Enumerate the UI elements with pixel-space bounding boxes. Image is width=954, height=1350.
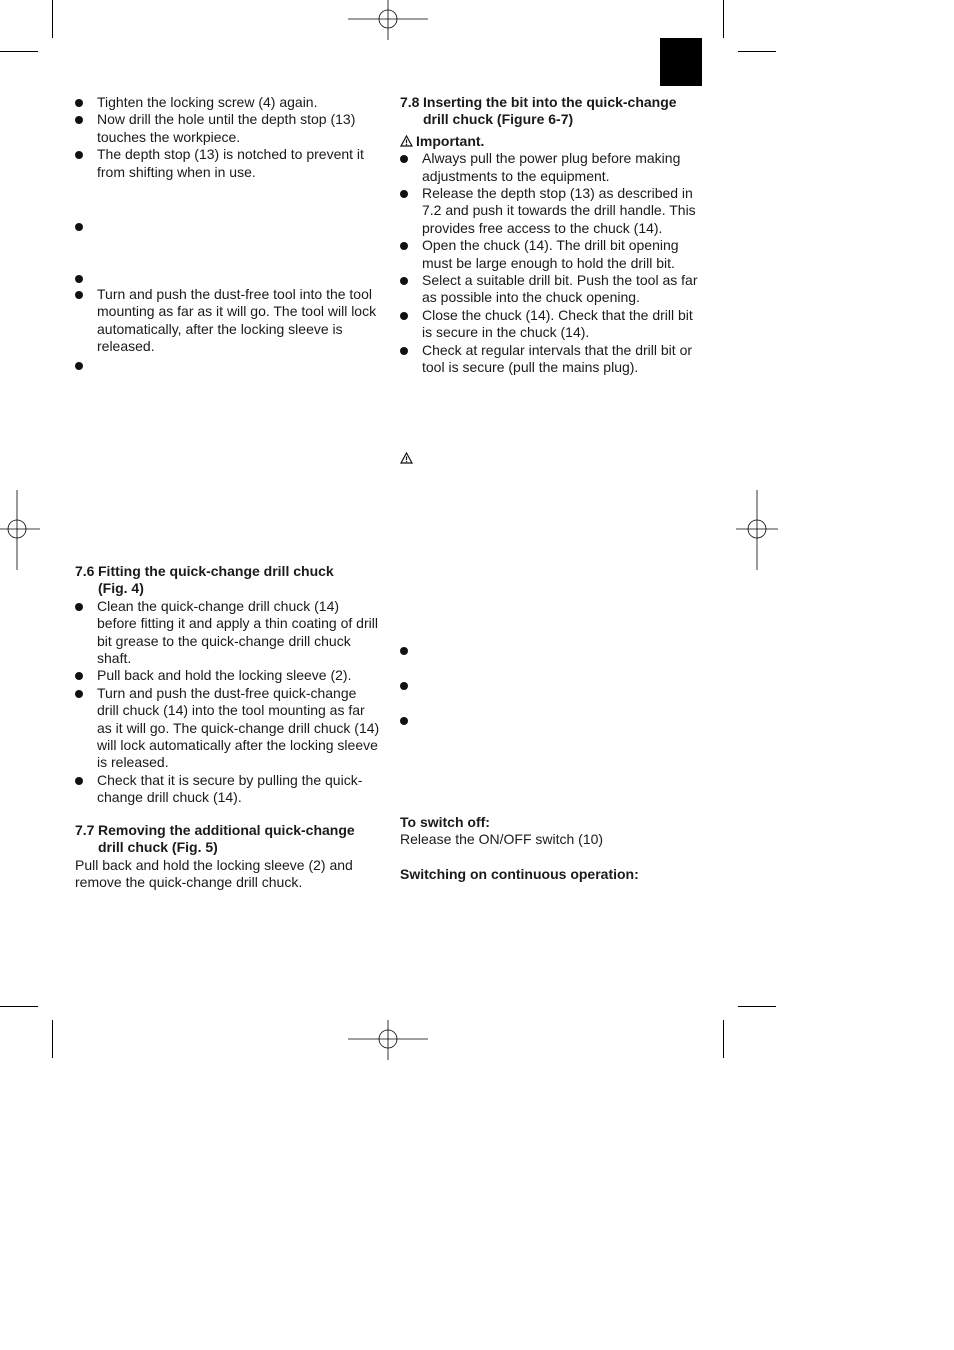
registration-mark-icon [0, 490, 40, 570]
continuous-operation-section [400, 866, 705, 883]
bullet-icon [400, 190, 408, 198]
registration-mark-icon [348, 0, 428, 40]
switch-off-heading: To switch off: [400, 814, 490, 830]
bullet-icon [400, 682, 408, 690]
list-item: Check that it is secure by pulling the quick-change drill chuck (14). [75, 772, 380, 807]
list-item: Check at regular intervals that the drill bit or tool is secure (pull the mains plug). [400, 342, 705, 377]
important-note: Important. [400, 133, 705, 150]
list-tool-mounting [75, 286, 380, 356]
bullet-icon [75, 672, 83, 680]
section-7-7 [75, 822, 380, 892]
list-item: Close the chuck (14). Check that the drill bit is secure in the chuck (14). [400, 307, 705, 342]
bullet-icon [400, 242, 408, 250]
list-item: Clean the quick-change drill chuck (14) before fitting it and apply a thin coating of drill bit grease to the quick-change drill chuck shaft. [75, 598, 380, 668]
list-item: Now drill the hole until the depth stop (13) touches the workpiece. [75, 111, 380, 146]
list-item: Release the depth stop (13) as described in 7.2 and push it towards the drill handle. This provides free access to the chuck (14). [400, 185, 705, 237]
crop-mark [0, 51, 38, 52]
bullet-icon [75, 116, 83, 124]
bullet-icon [75, 275, 83, 283]
crop-mark [52, 1020, 53, 1058]
crop-mark [738, 1006, 776, 1007]
switch-off-section [400, 814, 705, 849]
crop-mark [0, 1006, 38, 1007]
section-heading: 7.6 Fitting the quick-change drill chuck (Fig. 4) [75, 563, 334, 597]
section-7-8 [400, 94, 705, 377]
list-item: Open the chuck (14). The drill bit opening must be large enough to hold the drill bit. [400, 237, 705, 272]
switch-off-text: Release the ON/OFF switch (10) [400, 831, 604, 848]
crop-mark [738, 51, 776, 52]
crop-mark [723, 1020, 724, 1058]
bullet-icon [400, 717, 408, 725]
bullet-icon [400, 647, 408, 655]
bullet-icon [75, 603, 83, 611]
list-item: Always pull the power plug before making adjustments to the equipment. [400, 150, 705, 185]
list-item: The depth stop (13) is notched to prevent it from shifting when in use. [75, 146, 380, 181]
bullet-icon [400, 347, 408, 355]
registration-mark-icon [736, 490, 778, 570]
section-text: Pull back and hold the locking sleeve (2) and remove the quick-change drill chuck. [75, 856, 353, 891]
warning-icon [400, 135, 413, 147]
bullet-icon [75, 99, 83, 107]
continuous-operation-heading: Switching on continuous operation: [400, 866, 639, 882]
bullet-icon [400, 277, 408, 285]
language-tab-marker [660, 38, 702, 86]
list-item: Turn and push the dust-free tool into the tool mounting as far as it will go. The tool will lock automatically, after the locking sleeve is released. [75, 286, 380, 356]
warning-icon [400, 452, 413, 464]
list-item: Pull back and hold the locking sleeve (2). [75, 667, 380, 684]
list-item: Select a suitable drill bit. Push the tool as far as possible into the chuck opening. [400, 272, 705, 307]
section-7-6 [75, 563, 380, 807]
section-heading: 7.8 Inserting the bit into the quick-change drill chuck (Figure 6-7) [400, 94, 677, 128]
bullet-icon [75, 690, 83, 698]
crop-mark [723, 0, 724, 38]
bullet-icon [75, 291, 83, 299]
bullet-icon [75, 151, 83, 159]
section-heading: 7.7 Removing the additional quick-change drill chuck (Fig. 5) [75, 822, 355, 856]
registration-mark-icon [348, 1020, 428, 1060]
bullet-icon [400, 312, 408, 320]
list-depth-stop [75, 94, 380, 181]
bullet-icon [75, 362, 83, 370]
bullet-icon [75, 777, 83, 785]
bullet-icon [75, 223, 83, 231]
crop-mark [52, 0, 53, 38]
list-item: Turn and push the dust-free quick-change drill chuck (14) into the tool mounting as far as it will go. The quick-change drill chuck (14) will lock automatically after the locking sleeve is released. [75, 685, 380, 772]
list-item: Tighten the locking screw (4) again. [75, 94, 380, 111]
bullet-icon [400, 155, 408, 163]
